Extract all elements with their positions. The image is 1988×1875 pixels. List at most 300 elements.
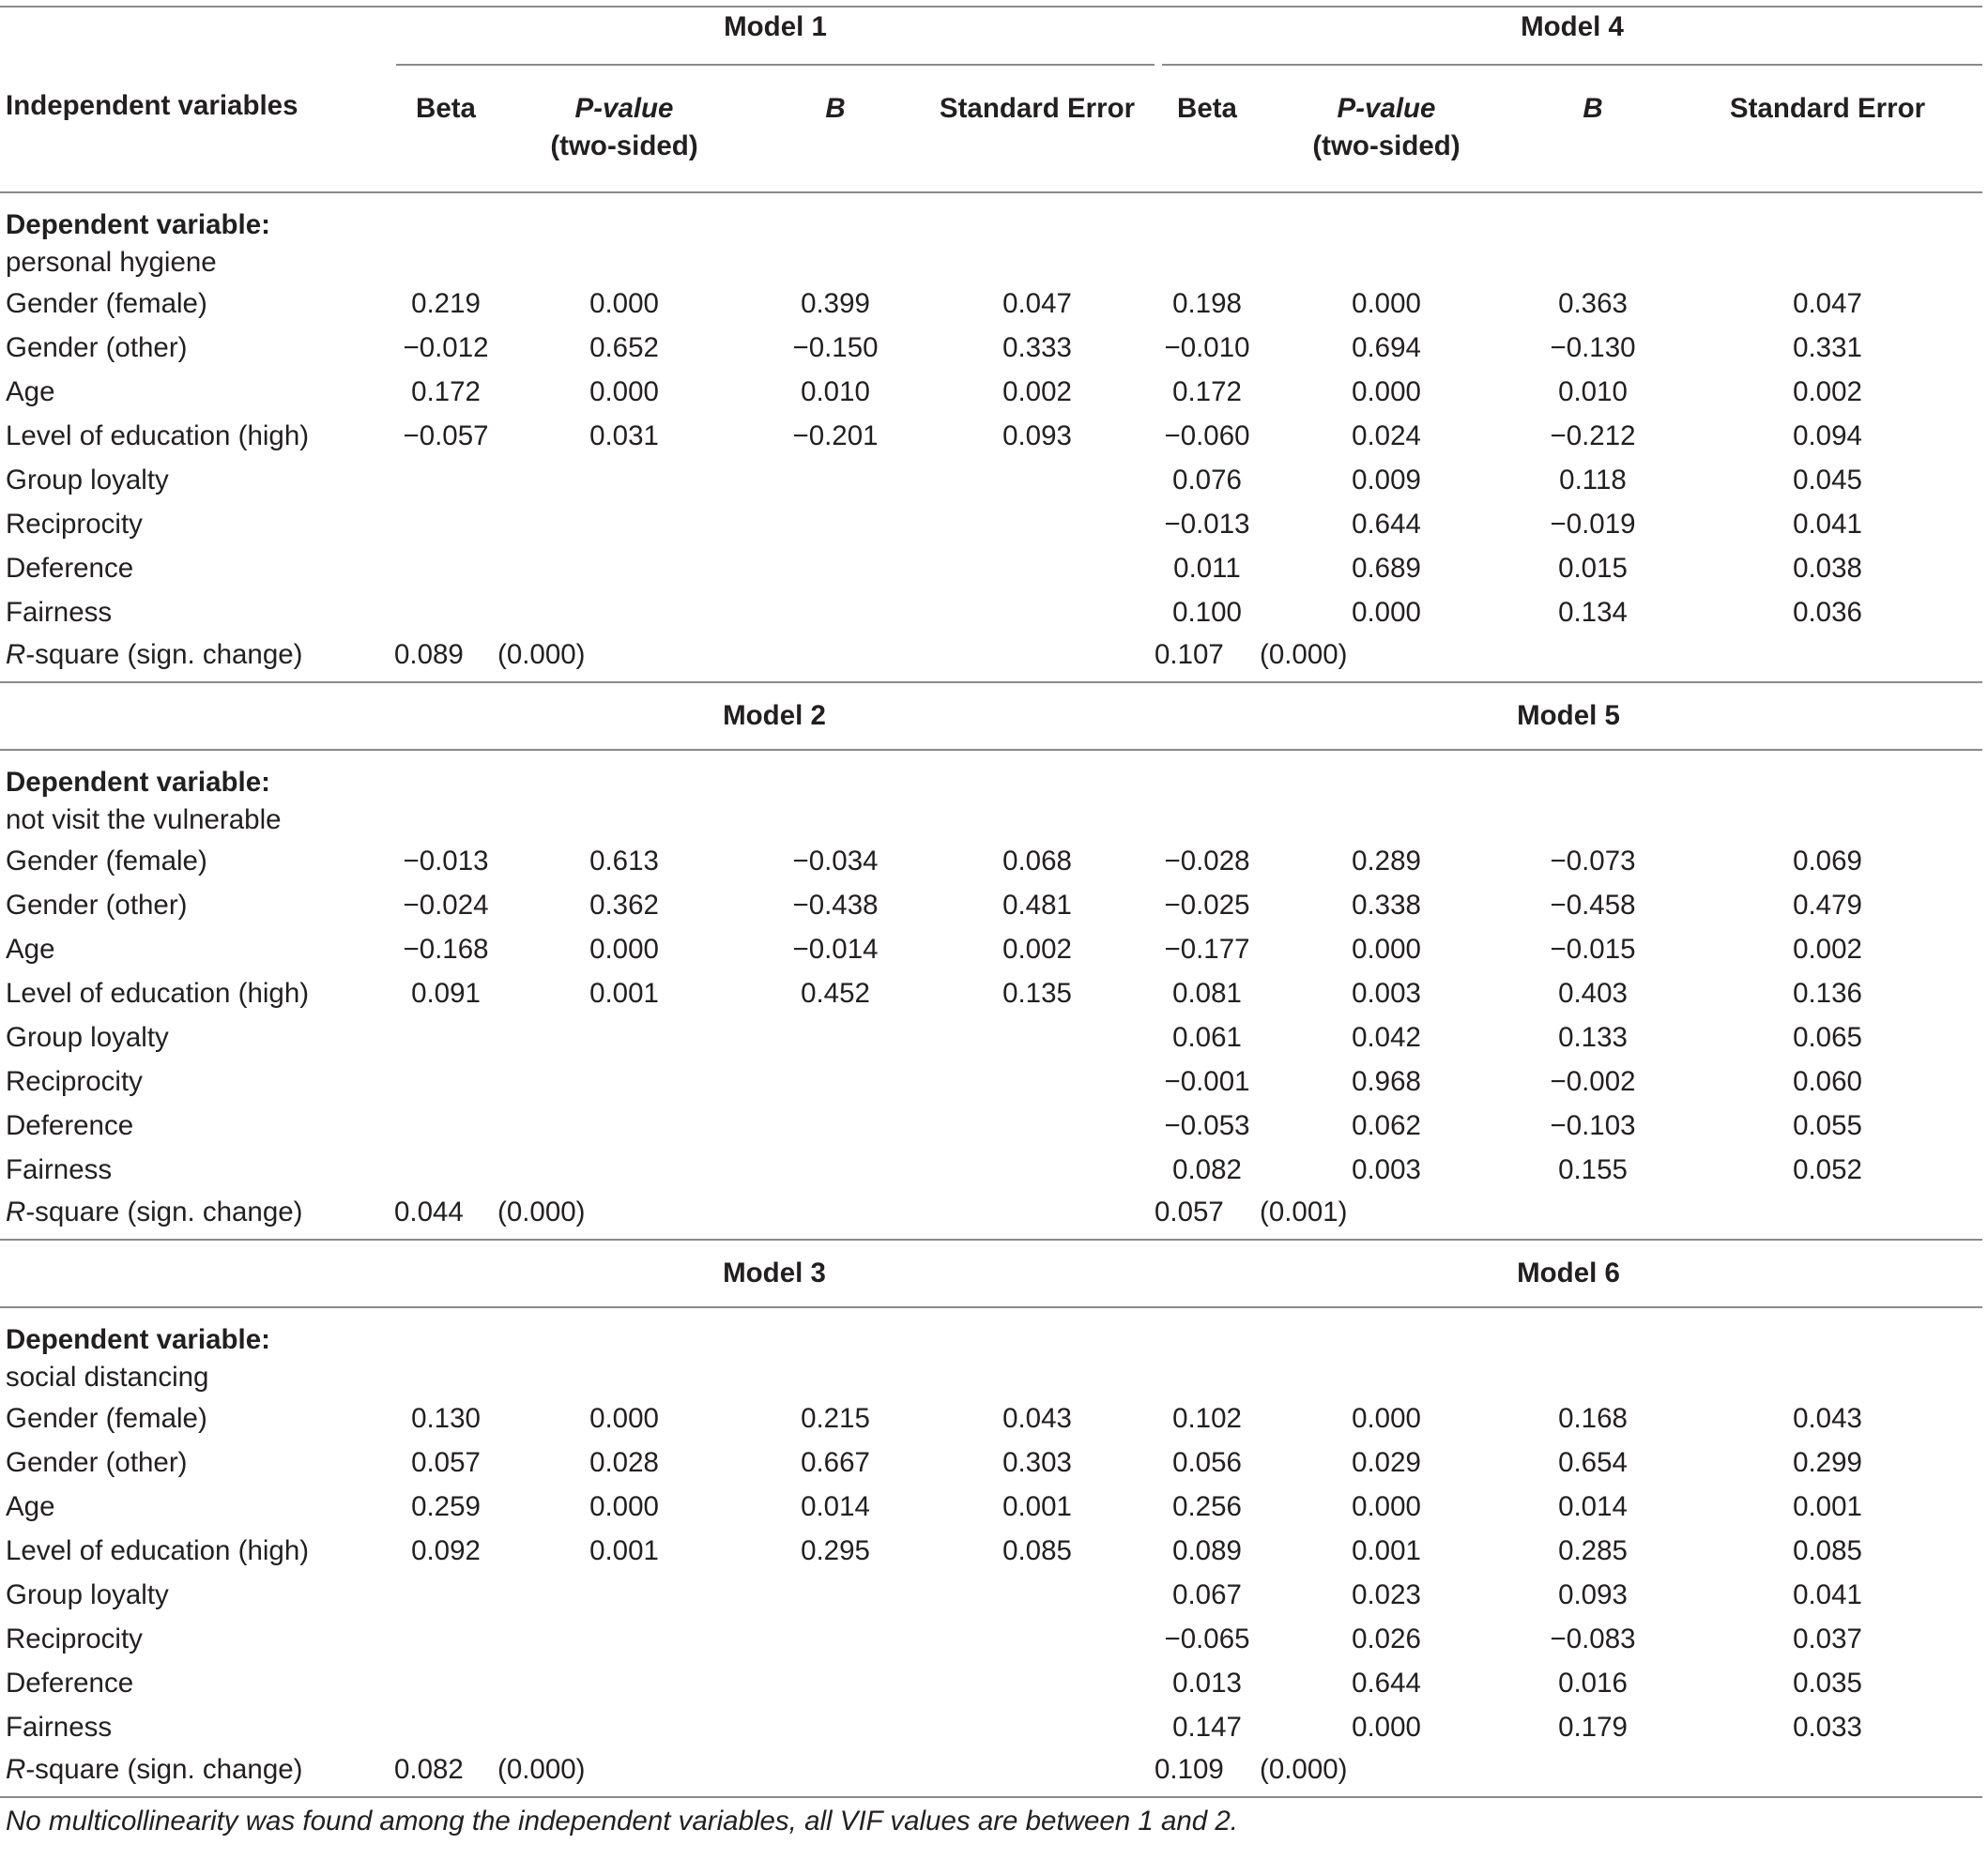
- beta-cell: 0.056: [1172, 1447, 1242, 1478]
- variable-name: Group loyalty: [6, 1022, 169, 1053]
- se-cell: 0.002: [1793, 376, 1862, 407]
- rsquare-value: 0.082: [394, 1754, 464, 1785]
- pvalue-cell: 0.029: [1352, 1447, 1421, 1478]
- se-cell: 0.035: [1793, 1668, 1862, 1699]
- se-cell: 0.001: [1793, 1491, 1862, 1522]
- pvalue-cell: 0.613: [589, 846, 659, 877]
- b-cell: 0.654: [1558, 1447, 1628, 1478]
- pvalue-cell: 0.028: [589, 1447, 659, 1478]
- beta-cell: [394, 1104, 497, 1148]
- beta-cell: 0.082: [1172, 1154, 1242, 1185]
- pvalue-cell: 0.000: [1352, 288, 1421, 319]
- b-cell: 0.168: [1558, 1403, 1628, 1434]
- beta-cell: [394, 1015, 497, 1059]
- table-row: [0, 1661, 1982, 1705]
- variable-name: Deference: [6, 1668, 134, 1699]
- pvalue-cell: 0.009: [1352, 465, 1421, 495]
- rsquare-row: [0, 1749, 1982, 1797]
- variable-name: Gender (other): [6, 332, 188, 363]
- model-label: Model 1: [724, 11, 827, 42]
- table-row: [0, 282, 1982, 326]
- pvalue-cell: 0.000: [589, 376, 659, 407]
- beta-header: Beta: [416, 93, 476, 124]
- beta-cell: 0.092: [411, 1535, 481, 1566]
- se-cell: 0.002: [1002, 934, 1072, 965]
- b-cell: −0.073: [1550, 846, 1636, 877]
- pvalue-cell: [497, 1661, 751, 1705]
- rsquare-label: [0, 634, 394, 682]
- b-cell: 0.015: [1558, 553, 1628, 584]
- model-label-right: Model 6: [1517, 1258, 1620, 1288]
- beta-cell: 0.057: [411, 1447, 481, 1478]
- se-cell: [920, 1661, 1155, 1705]
- b-cell: −0.438: [792, 890, 879, 921]
- beta-cell: −0.010: [1164, 332, 1250, 363]
- table-row: [0, 502, 1982, 546]
- b-cell: 0.403: [1558, 978, 1628, 1009]
- b-cell: −0.458: [1550, 890, 1636, 921]
- pvalue-cell: 0.062: [1352, 1110, 1421, 1141]
- variable-name: Gender (female): [6, 846, 207, 877]
- table-row: [0, 326, 1982, 370]
- se-cell: 0.038: [1793, 553, 1862, 584]
- dependent-variable-label: [0, 1308, 1982, 1396]
- model-label-right: Model 5: [1517, 700, 1620, 731]
- beta-cell: 0.091: [411, 978, 481, 1009]
- pvalue-cell: [497, 458, 751, 502]
- regression-table: [0, 6, 1982, 1845]
- beta-cell: 0.076: [1172, 465, 1242, 495]
- se-cell: 0.045: [1793, 465, 1862, 495]
- beta-cell: [394, 1148, 497, 1192]
- variable-name: Gender (female): [6, 1403, 207, 1434]
- rsquare-label-rest: -square (sign. change): [25, 1754, 303, 1785]
- se-cell: 0.333: [1002, 332, 1072, 363]
- table-row: [0, 1617, 1982, 1661]
- beta-cell: 0.011: [1173, 553, 1241, 584]
- rsquare-change: (0.000): [1260, 639, 1348, 670]
- b-cell: −0.019: [1550, 509, 1636, 540]
- b-cell: −0.015: [1550, 934, 1636, 965]
- dependent-variable-label: [0, 751, 1982, 839]
- table-row: [0, 927, 1982, 971]
- pvalue-cell: 0.968: [1352, 1066, 1421, 1097]
- model-label-left: Model 2: [723, 700, 826, 731]
- b-cell: 0.014: [1558, 1491, 1628, 1522]
- b-cell: 0.093: [1558, 1579, 1628, 1610]
- b-cell: 0.363: [1558, 288, 1628, 319]
- pvalue-cell: 0.000: [1352, 1491, 1421, 1522]
- beta-cell: [394, 1573, 497, 1617]
- pvalue-cell: 0.003: [1352, 978, 1421, 1009]
- pvalue-header: [497, 73, 751, 192]
- rsquare-label-rest: -square (sign. change): [25, 639, 303, 670]
- rsquare-label-r: R: [6, 639, 26, 670]
- pvalue-cell: 0.031: [589, 420, 659, 451]
- rsquare-change: (0.001): [1260, 1197, 1348, 1227]
- dependent-variable-name: personal hygiene: [6, 247, 217, 278]
- b-cell: −0.150: [792, 332, 879, 363]
- table-row: [0, 458, 1982, 502]
- pvalue-cell: 0.689: [1352, 553, 1421, 584]
- se-cell: 0.041: [1793, 1579, 1862, 1610]
- beta-cell: −0.053: [1164, 1110, 1250, 1141]
- pvalue-cell: 0.694: [1352, 332, 1421, 363]
- b-cell: 0.179: [1558, 1712, 1628, 1743]
- dependent-variable-name: social distancing: [6, 1362, 209, 1393]
- model-label-right: [1155, 8, 1982, 73]
- b-cell: [751, 1059, 920, 1104]
- beta-cell: 0.259: [411, 1491, 481, 1522]
- table-row: [0, 1148, 1982, 1192]
- se-cell: 0.047: [1002, 288, 1072, 319]
- se-cell: 0.094: [1793, 420, 1862, 451]
- rsquare-label: [0, 1192, 394, 1240]
- b-cell: −0.034: [792, 846, 879, 877]
- variable-name: Fairness: [6, 1154, 113, 1185]
- variable-name: Gender (other): [6, 890, 188, 921]
- beta-cell: [394, 1617, 497, 1661]
- pvalue-cell: 0.000: [1352, 1403, 1421, 1434]
- rsquare-value: 0.107: [1155, 639, 1224, 670]
- se-cell: [920, 546, 1155, 590]
- b-cell: 0.667: [801, 1447, 870, 1478]
- table-row: [0, 414, 1982, 458]
- se-cell: 0.043: [1002, 1403, 1072, 1434]
- se-cell: 0.001: [1002, 1491, 1072, 1522]
- se-cell: 0.068: [1002, 846, 1072, 877]
- pvalue-cell: [497, 1104, 751, 1148]
- pvalue-cell: [497, 590, 751, 634]
- table-row: [0, 1529, 1982, 1573]
- variable-name: Group loyalty: [6, 465, 169, 495]
- beta-header: Beta: [1177, 93, 1237, 124]
- pvalue-cell: [497, 546, 751, 590]
- independent-variables-header: Independent variables: [6, 90, 298, 121]
- table-row: [0, 370, 1982, 414]
- beta-cell: −0.177: [1164, 934, 1250, 965]
- footnote-row: [0, 1798, 1982, 1845]
- se-cell: [920, 1059, 1155, 1104]
- se-cell: 0.303: [1002, 1447, 1072, 1478]
- beta-cell: 0.013: [1172, 1668, 1242, 1699]
- table-row: [0, 1396, 1982, 1441]
- beta-cell: [394, 546, 497, 590]
- se-cell: 0.069: [1793, 846, 1862, 877]
- table-row: [0, 971, 1982, 1015]
- se-cell: 0.033: [1793, 1712, 1862, 1743]
- pvalue-cell: 0.000: [589, 288, 659, 319]
- beta-cell: −0.028: [1164, 846, 1250, 877]
- rsquare-change: (0.000): [497, 1197, 586, 1227]
- pvalue-header: [1260, 73, 1513, 192]
- se-cell: 0.036: [1793, 597, 1862, 628]
- se-cell: 0.299: [1793, 1447, 1862, 1478]
- table-row: [0, 1104, 1982, 1148]
- b-cell: [751, 1104, 920, 1148]
- model-header-row: [0, 8, 1982, 73]
- beta-cell: −0.168: [403, 934, 489, 965]
- variable-name: Reciprocity: [6, 1623, 143, 1654]
- dependent-variable-row: [0, 751, 1982, 839]
- pvalue-cell: 0.001: [1352, 1535, 1421, 1566]
- variable-name: Group loyalty: [6, 1579, 169, 1610]
- se-cell: 0.041: [1793, 509, 1862, 540]
- beta-cell: −0.065: [1164, 1623, 1250, 1654]
- b-cell: −0.002: [1550, 1066, 1636, 1097]
- pvalue-cell: [497, 1059, 751, 1104]
- table-row: [0, 590, 1982, 634]
- beta-cell: 0.172: [411, 376, 481, 407]
- b-cell: [751, 1015, 920, 1059]
- b-cell: [751, 1573, 920, 1617]
- beta-cell: 0.067: [1172, 1579, 1242, 1610]
- pvalue-cell: 0.000: [1352, 597, 1421, 628]
- pvalue-cell: 0.003: [1352, 1154, 1421, 1185]
- b-cell: 0.285: [1558, 1535, 1628, 1566]
- beta-cell: −0.001: [1164, 1066, 1250, 1097]
- beta-cell: [394, 590, 497, 634]
- variable-name: Age: [6, 376, 55, 407]
- pvalue-cell: 0.023: [1352, 1579, 1421, 1610]
- table-row: [0, 1015, 1982, 1059]
- pvalue-cell: [497, 1148, 751, 1192]
- variable-name: Gender (other): [6, 1447, 188, 1478]
- beta-cell: −0.013: [1164, 509, 1250, 540]
- beta-cell: −0.024: [403, 890, 489, 921]
- dependent-variable-row: [0, 1308, 1982, 1396]
- beta-cell: [394, 458, 497, 502]
- se-cell: 0.052: [1793, 1154, 1862, 1185]
- pvalue-cell: 0.026: [1352, 1623, 1421, 1654]
- variable-name: Level of education (high): [6, 978, 310, 1009]
- pvalue-cell: 0.644: [1352, 1668, 1421, 1699]
- b-cell: −0.201: [792, 420, 879, 451]
- pvalue-cell: 0.338: [1352, 890, 1421, 921]
- rsquare-value: 0.109: [1155, 1754, 1224, 1785]
- pvalue-sub-label: (two-sided): [550, 130, 698, 161]
- b-header: [1513, 73, 1673, 192]
- table-body: [0, 7, 1982, 1845]
- beta-cell: 0.089: [1172, 1535, 1242, 1566]
- pvalue-cell: 0.001: [589, 1535, 659, 1566]
- beta-cell: 0.256: [1172, 1491, 1242, 1522]
- model-label-left: [394, 8, 1155, 73]
- b-header: [751, 73, 920, 192]
- pvalue-cell: [497, 502, 751, 546]
- beta-cell: 0.147: [1172, 1712, 1242, 1743]
- se-cell: 0.060: [1793, 1066, 1862, 1097]
- pvalue-cell: 0.042: [1352, 1022, 1421, 1053]
- b-cell: 0.399: [801, 288, 870, 319]
- dependent-variable-row: [0, 193, 1982, 282]
- pvalue-cell: [497, 1015, 751, 1059]
- b-cell: 0.016: [1558, 1668, 1628, 1699]
- se-cell: 0.043: [1793, 1403, 1862, 1434]
- b-cell: [751, 1148, 920, 1192]
- table-row: [0, 1705, 1982, 1749]
- pvalue-cell: 0.289: [1352, 846, 1421, 877]
- se-cell: [920, 1705, 1155, 1749]
- rsquare-change: (0.000): [497, 639, 586, 670]
- rsquare-change: (0.000): [497, 1754, 586, 1785]
- beta-cell: 0.219: [411, 288, 481, 319]
- rsquare-value: 0.089: [394, 639, 464, 670]
- table-row: [0, 1485, 1982, 1529]
- variable-name: Level of education (high): [6, 420, 310, 451]
- table-row: [0, 839, 1982, 883]
- beta-cell: [394, 1705, 497, 1749]
- rsquare-value: 0.044: [394, 1197, 464, 1227]
- b-cell: 0.010: [1558, 376, 1628, 407]
- model-label: Model 4: [1521, 11, 1624, 42]
- beta-cell: [394, 1661, 497, 1705]
- model-header-row: [0, 683, 1982, 750]
- b-cell: [751, 590, 920, 634]
- se-cell: [920, 1148, 1155, 1192]
- b-cell: 0.014: [801, 1491, 870, 1522]
- se-cell: 0.331: [1793, 332, 1862, 363]
- b-cell: −0.212: [1550, 420, 1636, 451]
- se-cell: [920, 1015, 1155, 1059]
- beta-cell: 0.102: [1172, 1403, 1242, 1434]
- se-cell: 0.065: [1793, 1022, 1862, 1053]
- se-cell: 0.055: [1793, 1110, 1862, 1141]
- se-cell: [920, 1617, 1155, 1661]
- se-cell: 0.002: [1002, 376, 1072, 407]
- dependent-variable-title: Dependent variable:: [6, 767, 270, 798]
- b-cell: 0.134: [1558, 597, 1628, 628]
- pvalue-cell: 0.001: [589, 978, 659, 1009]
- b-cell: 0.010: [801, 376, 870, 407]
- b-cell: 0.155: [1558, 1154, 1628, 1185]
- variable-name: Age: [6, 934, 55, 965]
- b-label: B: [825, 93, 846, 124]
- table-row: [0, 883, 1982, 927]
- beta-cell: −0.012: [403, 332, 489, 363]
- b-label: B: [1583, 93, 1603, 124]
- dependent-variable-title: Dependent variable:: [6, 1324, 270, 1355]
- variable-name: Deference: [6, 1110, 134, 1141]
- table-row: [0, 546, 1982, 590]
- se-cell: 0.085: [1793, 1535, 1862, 1566]
- b-cell: [751, 1617, 920, 1661]
- beta-cell: −0.060: [1164, 420, 1250, 451]
- beta-cell: 0.061: [1172, 1022, 1242, 1053]
- se-cell: 0.085: [1002, 1535, 1072, 1566]
- se-cell: 0.047: [1793, 288, 1862, 319]
- se-cell: 0.479: [1793, 890, 1862, 921]
- beta-cell: [394, 1059, 497, 1104]
- se-cell: [920, 1573, 1155, 1617]
- rsquare-row: [0, 1192, 1982, 1240]
- table-row: [0, 1573, 1982, 1617]
- variable-name: Fairness: [6, 1712, 113, 1743]
- rsquare-change: (0.000): [1260, 1754, 1348, 1785]
- pvalue-cell: [497, 1705, 751, 1749]
- beta-cell: 0.198: [1172, 288, 1242, 319]
- variable-name: Level of education (high): [6, 1535, 310, 1566]
- b-cell: [751, 1661, 920, 1705]
- se-cell: 0.481: [1002, 890, 1072, 921]
- b-cell: 0.452: [801, 978, 870, 1009]
- rsquare-label: [0, 1749, 394, 1797]
- rsquare-label-rest: -square (sign. change): [25, 1197, 303, 1227]
- pvalue-cell: 0.000: [1352, 376, 1421, 407]
- footnote: No multicollinearity was found among the independent variables, all VIF values are between 1 and 2.: [6, 1806, 1238, 1837]
- pvalue-cell: 0.652: [589, 332, 659, 363]
- pvalue-cell: 0.000: [589, 1491, 659, 1522]
- beta-cell: 0.172: [1172, 376, 1242, 407]
- se-cell: [920, 502, 1155, 546]
- pvalue-cell: 0.000: [589, 1403, 659, 1434]
- beta-cell: −0.057: [403, 420, 489, 451]
- dependent-variable-title: Dependent variable:: [6, 209, 270, 240]
- rsquare-value: 0.057: [1155, 1197, 1224, 1227]
- variable-name: Gender (female): [6, 288, 207, 319]
- beta-cell: 0.081: [1172, 978, 1242, 1009]
- beta-cell: −0.013: [403, 846, 489, 877]
- b-cell: [751, 458, 920, 502]
- se-cell: [920, 1104, 1155, 1148]
- pvalue-cell: 0.024: [1352, 420, 1421, 451]
- variable-name: Reciprocity: [6, 509, 143, 540]
- se-cell: 0.136: [1793, 978, 1862, 1009]
- se-cell: 0.093: [1002, 420, 1072, 451]
- b-cell: 0.133: [1558, 1022, 1628, 1053]
- beta-cell: 0.100: [1172, 597, 1242, 628]
- variable-name: Age: [6, 1491, 55, 1522]
- b-cell: 0.118: [1559, 465, 1627, 495]
- b-cell: −0.130: [1550, 332, 1636, 363]
- pvalue-sub-label: (two-sided): [1312, 130, 1460, 161]
- b-cell: [751, 502, 920, 546]
- pvalue-cell: 0.000: [589, 934, 659, 965]
- pvalue-cell: 0.000: [1352, 1712, 1421, 1743]
- se-cell: 0.135: [1002, 978, 1072, 1009]
- pvalue-cell: 0.362: [589, 890, 659, 921]
- pvalue-cell: 0.000: [1352, 934, 1421, 965]
- variable-name: Reciprocity: [6, 1066, 143, 1097]
- pvalue-label: P-value: [1337, 93, 1436, 124]
- table-row: [0, 1059, 1982, 1104]
- pvalue-cell: 0.644: [1352, 509, 1421, 540]
- model-header-row: [0, 1241, 1982, 1307]
- model-label-left: Model 3: [723, 1258, 826, 1288]
- dependent-variable-name: not visit the vulnerable: [6, 804, 282, 835]
- b-cell: −0.014: [792, 934, 879, 965]
- dependent-variable-label: [0, 193, 1982, 282]
- variable-name: Fairness: [6, 597, 113, 628]
- pvalue-cell: [497, 1573, 751, 1617]
- b-cell: [751, 546, 920, 590]
- pvalue-label: P-value: [574, 93, 674, 124]
- b-cell: [751, 1705, 920, 1749]
- beta-cell: 0.130: [411, 1403, 481, 1434]
- se-cell: 0.002: [1793, 934, 1862, 965]
- b-cell: −0.083: [1550, 1623, 1636, 1654]
- pvalue-cell: [497, 1617, 751, 1661]
- b-cell: 0.295: [801, 1535, 870, 1566]
- se-cell: 0.037: [1793, 1623, 1862, 1654]
- se-header: Standard Error: [939, 93, 1136, 124]
- rsquare-label-r: R: [6, 1197, 26, 1227]
- beta-cell: [394, 502, 497, 546]
- se-header: Standard Error: [1729, 93, 1926, 124]
- b-cell: −0.103: [1550, 1110, 1636, 1141]
- beta-cell: −0.025: [1164, 890, 1250, 921]
- rsquare-label-r: R: [6, 1754, 26, 1785]
